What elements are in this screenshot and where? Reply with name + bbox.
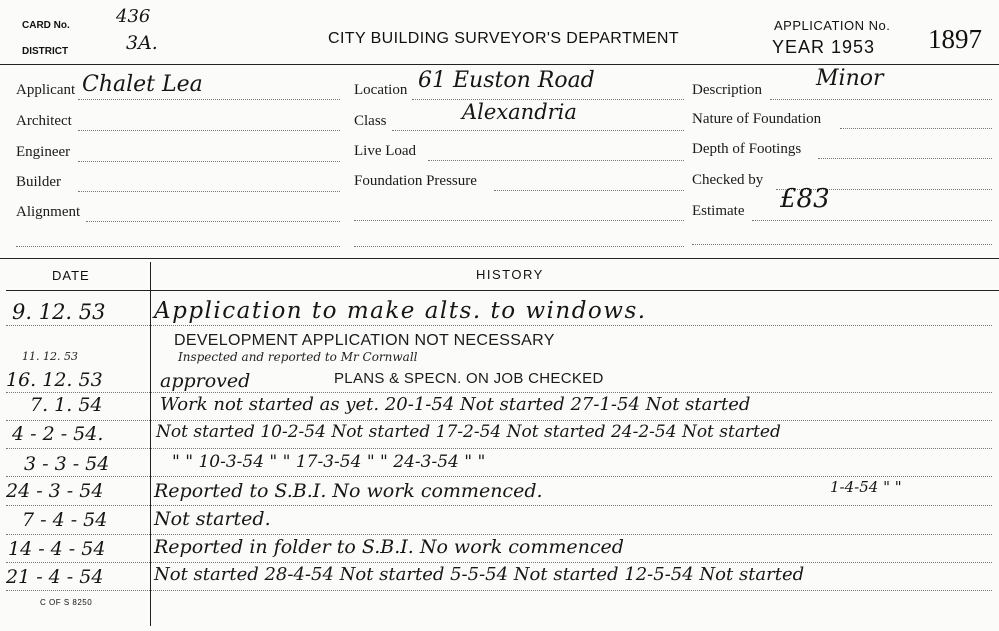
estimate-value: £83: [780, 184, 830, 214]
application-no-label: APPLICATION No.: [774, 18, 891, 33]
history-row-date: 9. 12. 53: [12, 300, 106, 324]
depth-of-footings-line: [818, 158, 992, 159]
engineer-line: [78, 161, 340, 162]
form-number: C OF S 8250: [40, 598, 93, 607]
history-row-entry: Not started.: [154, 508, 271, 530]
nature-of-foundation-line: [840, 128, 992, 129]
estimate-line: [752, 220, 992, 221]
plans-checked-stamp: PLANS & SPECN. ON JOB CHECKED: [334, 370, 604, 387]
date-column-divider: [150, 262, 151, 626]
applicant-line: [78, 99, 340, 100]
foundation-pressure-label: Foundation Pressure: [354, 173, 477, 189]
history-row-line: [6, 420, 992, 421]
class-line: [392, 130, 684, 131]
history-row-entry: Reported in folder to S.B.I. No work commenced: [154, 536, 624, 558]
header-rule: [0, 64, 999, 65]
applicant-label: Applicant: [16, 82, 76, 98]
history-row-entry: Not started 28-4-54 Not started 5-5-54 Not started 12-5-54 Not started: [154, 564, 805, 585]
history-row-date: 7. 1. 54: [30, 394, 103, 416]
history-row-line: [6, 325, 992, 326]
blank-line-middle-1: [354, 220, 684, 221]
card-no-label: CARD No.: [22, 20, 70, 31]
blank-line-left: [16, 246, 340, 247]
history-row-line: [6, 590, 992, 591]
alignment-line: [86, 221, 340, 222]
history-top-rule: [0, 258, 999, 259]
history-row-date: 7 - 4 - 54: [22, 509, 108, 531]
district-label: DISTRICT: [22, 46, 69, 57]
architect-line: [78, 130, 340, 131]
history-row-line: [6, 534, 992, 535]
history-row-entry: approved: [160, 370, 251, 392]
history-column-header: HISTORY: [476, 267, 544, 282]
history-header-rule: [6, 290, 999, 291]
history-row-entry: Reported to S.B.I. No work commenced.: [154, 480, 543, 502]
builder-label: Builder: [16, 174, 61, 190]
history-row-date: 21 - 4 - 54: [6, 566, 104, 588]
location-label: Location: [354, 82, 408, 98]
history-row-line: [6, 505, 992, 506]
history-row-entry: Not started 10-2-54 Not started 17-2-54 Not started 24-2-54 Not started: [156, 422, 781, 442]
foundation-pressure-line: [494, 190, 684, 191]
engineer-label: Engineer: [16, 144, 71, 160]
history-row-line: [6, 476, 992, 477]
applicant-value: Chalet Lea: [82, 72, 203, 97]
history-row-date: 16. 12. 53: [6, 369, 103, 391]
description-label: Description: [692, 82, 762, 98]
blank-line-right: [692, 244, 992, 245]
history-row-date: 11. 12. 53: [22, 350, 78, 363]
history-row-entry: Inspected and reported to Mr Cornwall: [178, 350, 418, 364]
class-label: Class: [354, 113, 387, 129]
history-row-date: 4 - 2 - 54.: [12, 423, 104, 445]
architect-label: Architect: [16, 113, 72, 129]
class-value: Alexandria: [462, 100, 577, 124]
history-row-line: [6, 562, 992, 563]
history-row-date: 14 - 4 - 54: [8, 538, 106, 560]
live-load-label: Live Load: [354, 143, 417, 159]
description-line: [770, 99, 992, 100]
alignment-label: Alignment: [16, 204, 81, 220]
history-row-date: 3 - 3 - 54: [24, 453, 110, 475]
checked-by-label: Checked by: [692, 172, 764, 188]
blank-line-middle-2: [354, 246, 684, 247]
live-load-line: [428, 160, 684, 161]
history-row-extra: 1-4-54 " ": [830, 478, 902, 496]
builder-line: [78, 191, 340, 192]
district-value: 3A.: [126, 32, 158, 54]
department-title: CITY BUILDING SURVEYOR'S DEPARTMENT: [328, 30, 680, 47]
year-label: YEAR 1953: [772, 37, 876, 57]
estimate-label: Estimate: [692, 203, 745, 219]
history-row-entry: " " 10-3-54 " " 17-3-54 " " 24-3-54 " ": [172, 452, 486, 472]
application-no-value: 1897: [928, 24, 982, 54]
history-row-line: [6, 392, 992, 393]
nature-of-foundation-label: Nature of Foundation: [692, 111, 822, 127]
depth-of-footings-label: Depth of Footings: [692, 141, 802, 157]
date-column-header: DATE: [52, 268, 90, 283]
description-value: Minor: [816, 66, 884, 91]
location-value: 61 Euston Road: [418, 68, 595, 93]
history-row-line: [6, 448, 992, 449]
history-row-date: 24 - 3 - 54: [6, 480, 104, 502]
history-row-entry: Application to make alts. to windows.: [154, 298, 647, 324]
history-row-entry: Work not started as yet. 20-1-54 Not started 27-1-54 Not started: [160, 394, 751, 415]
card-no-value: 436: [116, 6, 151, 27]
development-stamp: DEVELOPMENT APPLICATION NOT NECESSARY: [174, 332, 555, 349]
